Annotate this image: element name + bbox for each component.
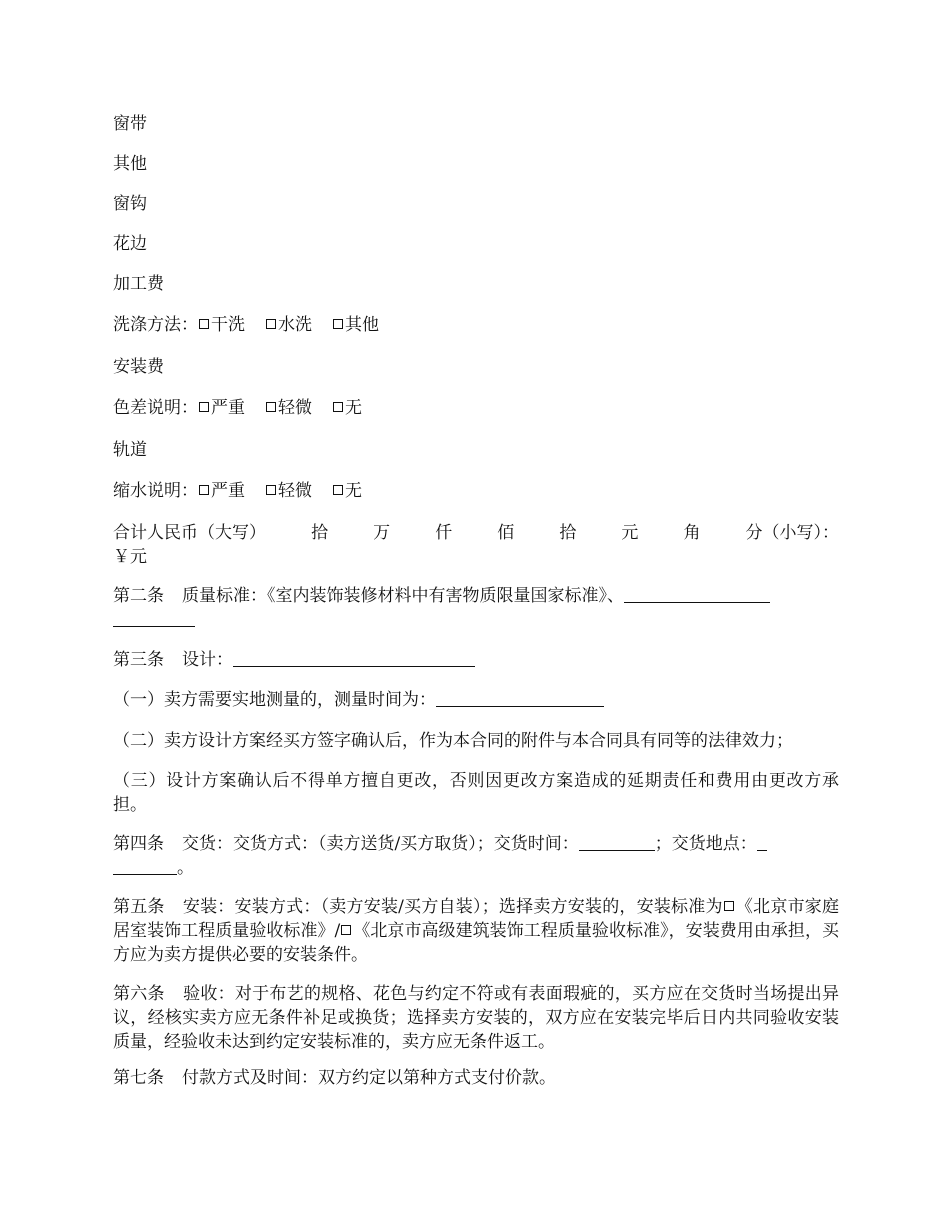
checkbox-icon <box>199 402 209 412</box>
shrink-row <box>113 479 839 503</box>
unit-fen-small: 分（小写）： <box>745 523 839 543</box>
blank-line <box>624 586 770 603</box>
item-install-fee: 安装费 <box>113 357 164 377</box>
blank-line <box>113 858 177 875</box>
item-processing-fee: 加工费 <box>113 274 164 294</box>
checkbox-icon <box>199 319 209 329</box>
article-5-text-c: 《北京市高级建筑装饰工程质量验收标准》，安装费用由承担，买方应为卖方提供必要的安装条件。 <box>113 921 839 965</box>
article-4-end: 。 <box>177 858 194 878</box>
unit-bai: 佰 <box>497 523 515 543</box>
item-track: 轨道 <box>113 440 147 460</box>
article-3-item-1 <box>113 688 839 712</box>
item-other: 其他 <box>113 154 147 174</box>
shrink-option-none: 无 <box>345 481 362 501</box>
article-3-item-2: （二）卖方设计方案经买方签字确认后，作为本合同的附件与本合同具有同等的法律效力； <box>113 731 793 751</box>
total-small-amount: ￥元 <box>113 547 147 567</box>
washing-option-other: 其他 <box>345 315 379 335</box>
article-5-text-b: 《北京市家庭居室装饰工程质量验收标准》/ <box>113 897 840 941</box>
article-4-number: 第四条 <box>113 834 164 854</box>
article-6-text: 验收：对于布艺的规格、花色与约定不符或有表面瑕疵的，买方应在交货时当场提出异议，经核实卖方应无条件补足或换货；选择卖方安装的，双方应在安装完毕后日内共同验收安装质量，经验收未达到约定安装标准的，卖方应无条件返工。 <box>113 984 840 1052</box>
color-diff-option-none: 无 <box>345 398 362 418</box>
blank-line <box>757 834 767 851</box>
blank-line <box>436 690 604 707</box>
total-prefix: 合计人民币（大写） <box>113 523 266 543</box>
blank-line <box>113 610 195 627</box>
blank-line <box>233 650 475 667</box>
checkbox-icon <box>199 485 209 495</box>
checkbox-icon <box>333 485 343 495</box>
article-3 <box>113 648 839 672</box>
unit-jiao: 角 <box>683 523 701 543</box>
checkbox-icon <box>333 402 343 412</box>
washing-option-dry: 干洗 <box>211 315 245 335</box>
shrink-option-slight: 轻微 <box>278 481 312 501</box>
checkbox-icon <box>266 485 276 495</box>
washing-option-water: 水洗 <box>278 315 312 335</box>
unit-qian: 仟 <box>435 523 453 543</box>
color-diff-option-slight: 轻微 <box>278 398 312 418</box>
checkbox-icon <box>333 319 343 329</box>
article-6-number: 第六条 <box>113 984 165 1004</box>
checkbox-icon <box>266 402 276 412</box>
article-4-text-b: ；交货地点： <box>654 834 757 854</box>
checkbox-icon <box>724 901 734 911</box>
article-6 <box>113 982 839 1054</box>
blank-line <box>579 834 655 851</box>
washing-label: 洗涤方法： <box>113 315 198 335</box>
article-3-text: 设计： <box>182 650 233 670</box>
shrink-option-severe: 严重 <box>211 481 245 501</box>
article-3-item-1-text: （一）卖方需要实地测量的，测量时间为： <box>113 690 436 710</box>
article-7 <box>113 1066 839 1090</box>
article-5-text-a: 安装：安装方式：（卖方安装/买方自装）；选择卖方安装的，安装标准为 <box>182 897 723 917</box>
article-2-text: 质量标准：《室内装饰装修材料中有害物质限量国家标准》、 <box>182 586 624 606</box>
color-diff-option-severe: 严重 <box>211 398 245 418</box>
total-amount-row <box>113 521 839 569</box>
unit-wan: 万 <box>373 523 391 543</box>
item-curtain-hook: 窗钩 <box>113 194 147 214</box>
article-3-item-3: （三）设计方案确认后不得单方擅自更改，否则因更改方案造成的延期责任和费用由更改方承担。 <box>113 771 839 815</box>
checkbox-icon <box>266 319 276 329</box>
unit-shi: 拾 <box>311 523 329 543</box>
article-5-number: 第五条 <box>113 897 165 917</box>
article-2-number: 第二条 <box>113 586 164 606</box>
article-4-text-a: 交货：交货方式：（卖方送货/买方取货）；交货时间： <box>182 834 579 854</box>
item-lace: 花边 <box>113 234 147 254</box>
article-5 <box>113 895 839 967</box>
article-7-number: 第七条 <box>113 1068 164 1088</box>
item-curtain-band: 窗带 <box>113 114 147 134</box>
shrink-label: 缩水说明： <box>113 481 198 501</box>
color-diff-row <box>113 396 839 420</box>
checkbox-icon <box>341 925 351 935</box>
article-7-text: 付款方式及时间：双方约定以第种方式支付价款。 <box>182 1068 556 1088</box>
washing-method-row <box>113 313 839 337</box>
unit-shi-2: 拾 <box>559 523 577 543</box>
unit-yuan: 元 <box>621 523 639 543</box>
color-diff-label: 色差说明： <box>113 398 198 418</box>
article-2 <box>113 584 839 632</box>
article-4 <box>113 832 839 880</box>
article-3-number: 第三条 <box>113 650 164 670</box>
